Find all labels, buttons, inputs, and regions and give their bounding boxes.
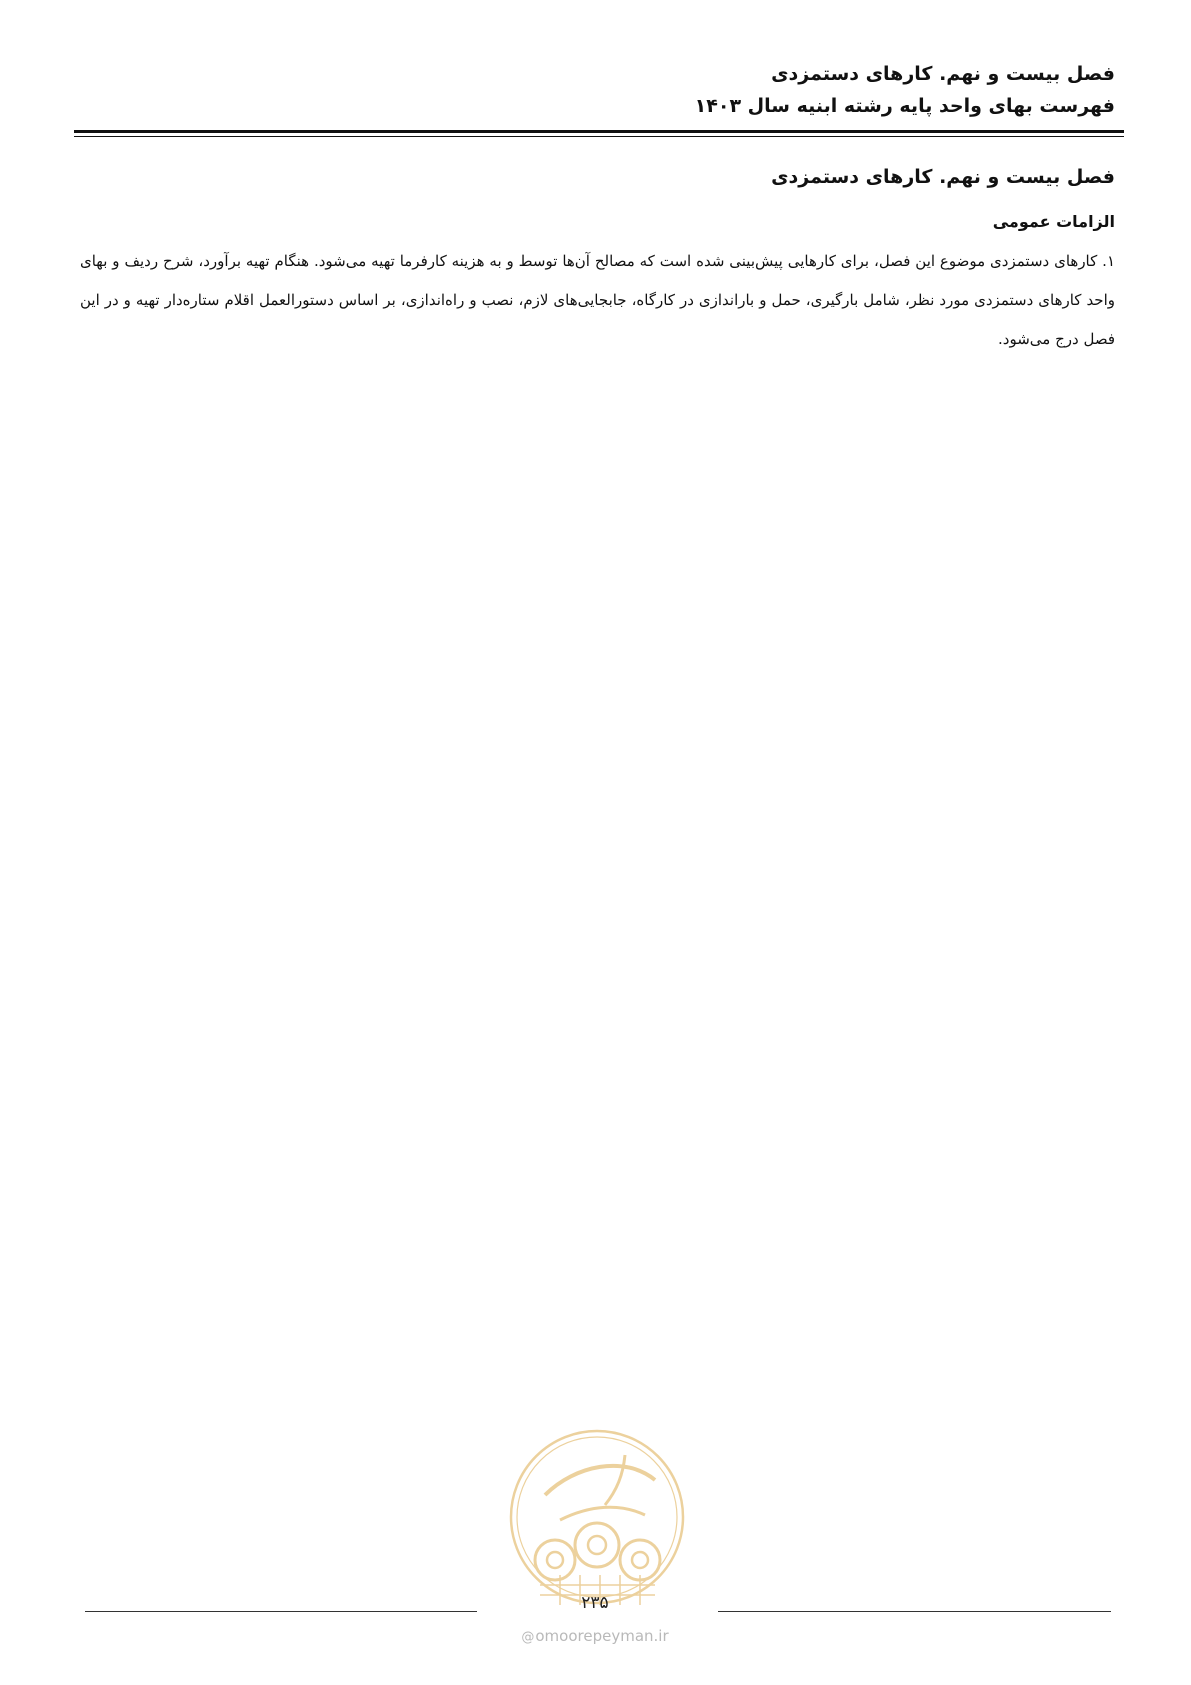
footer-rule-right — [718, 1611, 1111, 1612]
at-symbol: @ — [521, 1630, 535, 1645]
omoorepeyman-logo-icon — [505, 1425, 690, 1610]
site-url — [495, 1627, 695, 1645]
page-number: ۲۳۵ — [581, 1593, 609, 1613]
page-content — [80, 160, 1115, 359]
header-chapter-title: فصل بیست و نهم. کارهای دستمزدی — [771, 63, 1115, 85]
chapter-title: فصل بیست و نهم. کارهای دستمزدی — [771, 166, 1115, 188]
page-header — [65, 58, 1115, 122]
body-paragraph: ۱. کارهای دستمزدی موضوع این فصل، برای کارهایی پیش‌بینی شده است که مصالح آن‌ها توسط و به هزینه کارفرما تهیه می‌شود. هنگام تهیه برآورد، شرح ردیف و بهای واحد کارهای دستمزدی مورد نظر، شامل بارگیری، حمل و باراندازی در کارگاه، جابجایی‌های لازم، نصب و راه‌اندازی، بر اساس دستورالعمل اقلام ستاره‌دار تهیه و در این فصل درج می‌شود. — [80, 252, 1115, 348]
header-rule — [74, 130, 1124, 137]
footer-rule-left — [85, 1611, 477, 1612]
header-document-title: فهرست بهای واحد پایه رشته ابنیه سال ۱۴۰۳ — [694, 95, 1115, 117]
section-heading: الزامات عمومی — [992, 212, 1115, 231]
site-url-text: omoorepeyman.ir — [535, 1627, 669, 1645]
